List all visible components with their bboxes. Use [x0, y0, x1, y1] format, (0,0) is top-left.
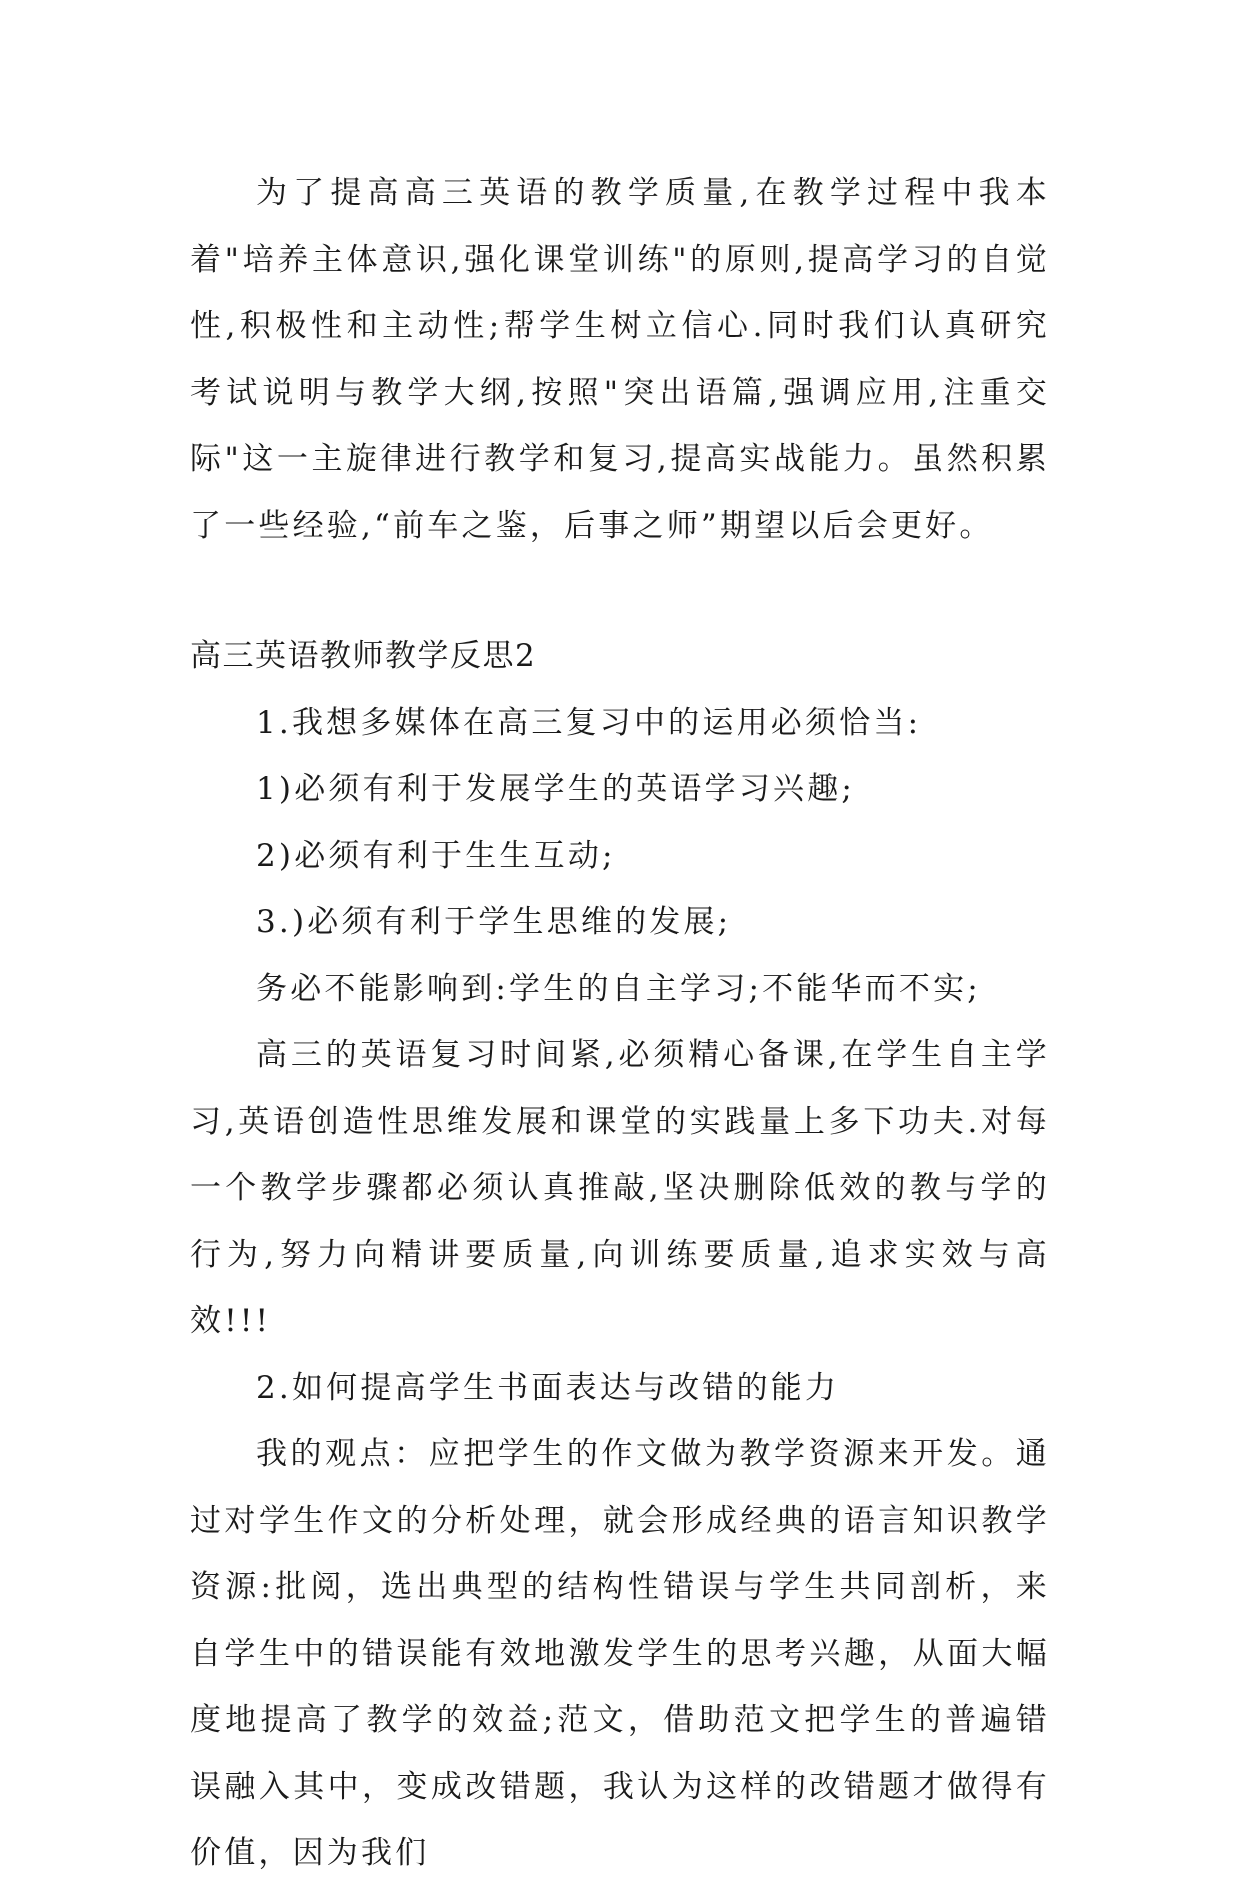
list-item-interest: 1)必须有利于发展学生的英语学习兴趣; — [256, 771, 856, 807]
document-body — [190, 160, 1050, 1887]
list-item-thinking: 3.)必须有利于学生思维的发展; — [256, 904, 732, 940]
caution-paragraph: 务必不能影响到:学生的自主学习;不能华而不实; — [256, 970, 981, 1007]
viewpoint-paragraph: 我的观点：应把学生的作文做为教学资源来开发。通过对学生作文的分析处理，就会形成经典的语言知识教学资源:批阅，选出典型的结构性错误与学生共同剖析，来自学生中的错误能有效地激发学生的思考兴趣，从面大幅度地提高了教学的效益;范文，借助范文把学生的普遍错误融入其中，变成改错题，我认为这样的改错题才做得有价值，因为我们 — [190, 1436, 1050, 1871]
writing-question-heading: 2.如何提高学生书面表达与改错的能力 — [256, 1369, 840, 1406]
intro-paragraph: 为了提高高三英语的教学质量,在教学过程中我本着"培养主体意识,强化课堂训练"的原则,提高学习的自觉性,积极性和主动性;帮学生树立信心.同时我们认真研究考试说明与教学大纲,按照"突出语篇,强调应用,注重交际"这一主旋律进行教学和复习,提高实战能力。虽然积累了一些经验,“前车之鉴，后事之师”期望以后会更好。 — [190, 175, 1050, 544]
list-item-interaction: 2)必须有利于生生互动; — [256, 837, 616, 874]
section-title: 高三英语教师教学反思2 — [190, 638, 537, 674]
section-spacer — [190, 559, 1050, 623]
list-item-multimedia: 1.我想多媒体在高三复习中的运用必须恰当: — [256, 704, 922, 741]
review-paragraph: 高三的英语复习时间紧,必须精心备课,在学生自主学习,英语创造性思维发展和课堂的实践量上多下功夫.对每一个教学步骤都必须认真推敲,坚决删除低效的教与学的行为,努力向精讲要质量,向训练要质量,追求实效与高效!!! — [190, 1037, 1050, 1339]
